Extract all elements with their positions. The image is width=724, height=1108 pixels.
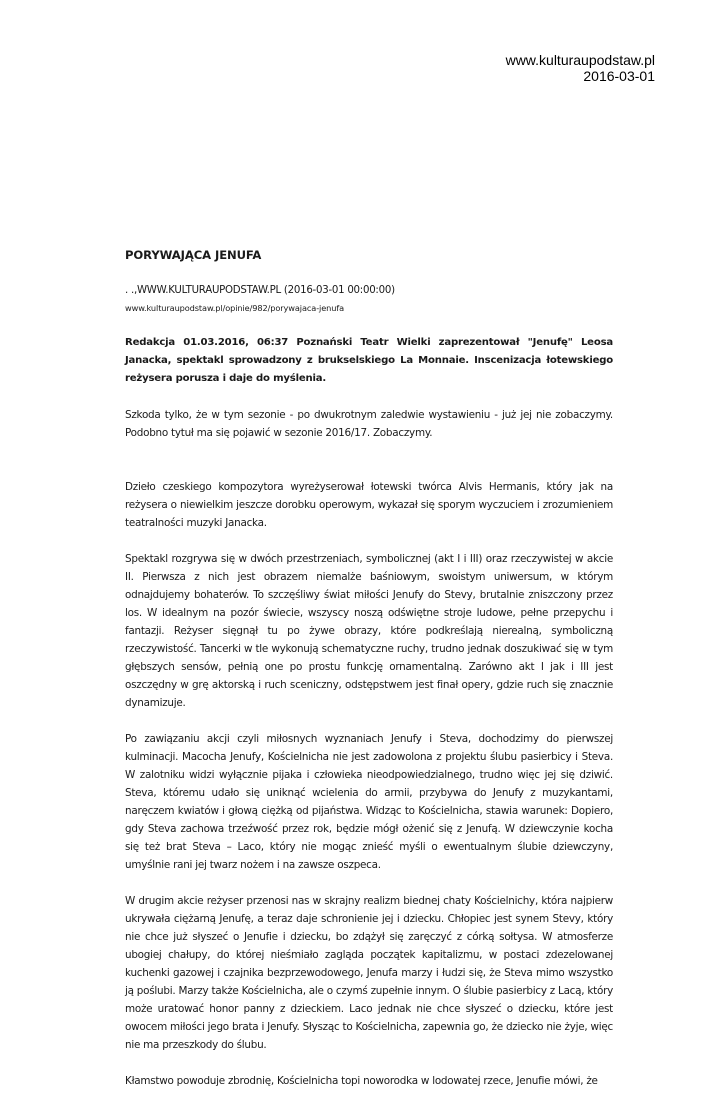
article-lead: Redakcja 01.03.2016, 06:37 Poznański Teatr Wielki zaprezentował "Jenufę" Leosa Janacka, spektakl sprowadzony z brukselskiego La Monnaie. Inscenizacja łotewskiego reżysera porusza i daje do myślenia. xyxy=(125,337,613,384)
article-paragraph: Po zawiązaniu akcji czyli miłosnych wyznaniach Jenufy i Steva, dochodzimy do pierwszej kulminacji. Macocha Jenufy, Kościelnicha nie jest zadowolona z projektu ślubu pasierbicy i Steva. W zalotniku widzi wyłącznie pijaka i człowieka nieodpowiedzialnego, trudno więc jej się dziwić. Steva, któremu udało się uniknąć wcielenia do armii, przybywa do Jenufy z muzykantami, naręczem kwiatów i głową ciężką od pijaństwa. Widząc to Kościelnicha, stawia warunek: Dopiero, gdy Steva zachowa trzeźwość przez rok, będzie mógł ożenić się z Jenufą. W dziewczynie kocha się też brat Steva – Laco, który nie mogąc znieść myśli o ewentualnym ślubie dziewczyny, umyślnie rani jej twarz nożem i na zawsze oszpeca. xyxy=(125,733,613,871)
article-paragraph: Szkoda tylko, że w tym sezonie - po dwukrotnym zaledwie wystawieniu - już jej nie zobaczymy. Podobno tytuł ma się pojawić w sezonie 2016/17. Zobaczymy. xyxy=(125,409,613,439)
article-source-line: . .,WWW.KULTURAUPODSTAW.PL (2016-03-01 00:00:00) xyxy=(125,285,395,296)
article-paragraph: Kłamstwo powoduje zbrodnię, Kościelnicha topi noworodka w lodowatej rzece, Jenufie mówi, że xyxy=(125,1075,598,1087)
article-paragraph: Spektakl rozgrywa się w dwóch przestrzeniach, symbolicznej (akt I i III) oraz rzeczywistej w akcie II. Pierwsza z nich jest obrazem niemalże baśniowym, swoistym uniwersum, w którym odnajdujemy bohaterów. To szczęśliwy świat miłości Jenufy do Stevy, brutalnie zniszczony przez los. W idealnym na pozór świecie, wszyscy noszą odświętne stroje ludowe, pełne przepychu i fantazji. Reżyser sięgnął tu po żywe obrazy, które podkreślają nierealną, symboliczną rzeczywistość. Tancerki w tle wykonują schematyczne ruchy, trudno jednak doszukiwać się w tym głębszych sensów, pełnią one po prostu funkcję ornamentalną. Zarówno akt I jak i III jest oszczędny w grę aktorską i ruch sceniczny, odstępstwem jest finał opery, gdzie ruch się znacznie dynamizuje. xyxy=(125,553,613,709)
page-header xyxy=(506,52,655,84)
article xyxy=(125,246,613,1108)
article-paragraph: W drugim akcie reżyser przenosi nas w skrajny realizm biednej chaty Kościelnichy, która najpierw ukrywała ciężarną Jenufę, a teraz daje schronienie jej i dziecku. Chłopiec jest synem Stevy, który nie chce już słyszeć o Jenufie i dziecku, bo zdążył się zaręczyć z córką sołtysa. W atmosferze ubogiej chałupy, do której nieśmiało zagląda początek kapitalizmu, w postaci zdezelowanej kuchenki gazowej i czajnika bezprzewodowego, Jenufa marzy i łudzi się, że Steva mimo wszystko ją poślubi. Marzy także Kościelnicha, ale o czymś zupełnie innym. O ślubie pasierbicy z Lacą, który może uratować honor panny z dzieckiem. Laco jednak nie chce słyszeć o dziecku, które jest owocem miłości jego brata i Jenufy. Słysząc to Kościelnicha, zapewnia go, że dziecko nie żyje, więc nie ma przeszkody do ślubu. xyxy=(125,895,613,1051)
article-paragraph: Dzieło czeskiego kompozytora wyreżyserował łotewski twórca Alvis Hermanis, który jak na reżysera o niewielkim jeszcze dorobku operowym, wykazał się sporym wyczuciem i zrozumieniem teatralności muzyki Janacka. xyxy=(125,481,613,529)
article-source-url: www.kulturaupodstaw.pl/opinie/982/porywajaca-jenufa xyxy=(125,303,345,313)
paragraph-spacer xyxy=(125,460,613,478)
header-site-url: www.kulturaupodstaw.pl xyxy=(505,52,655,68)
header-date: 2016-03-01 xyxy=(583,68,655,84)
article-title: PORYWAJĄCA JENUFA xyxy=(125,248,262,262)
